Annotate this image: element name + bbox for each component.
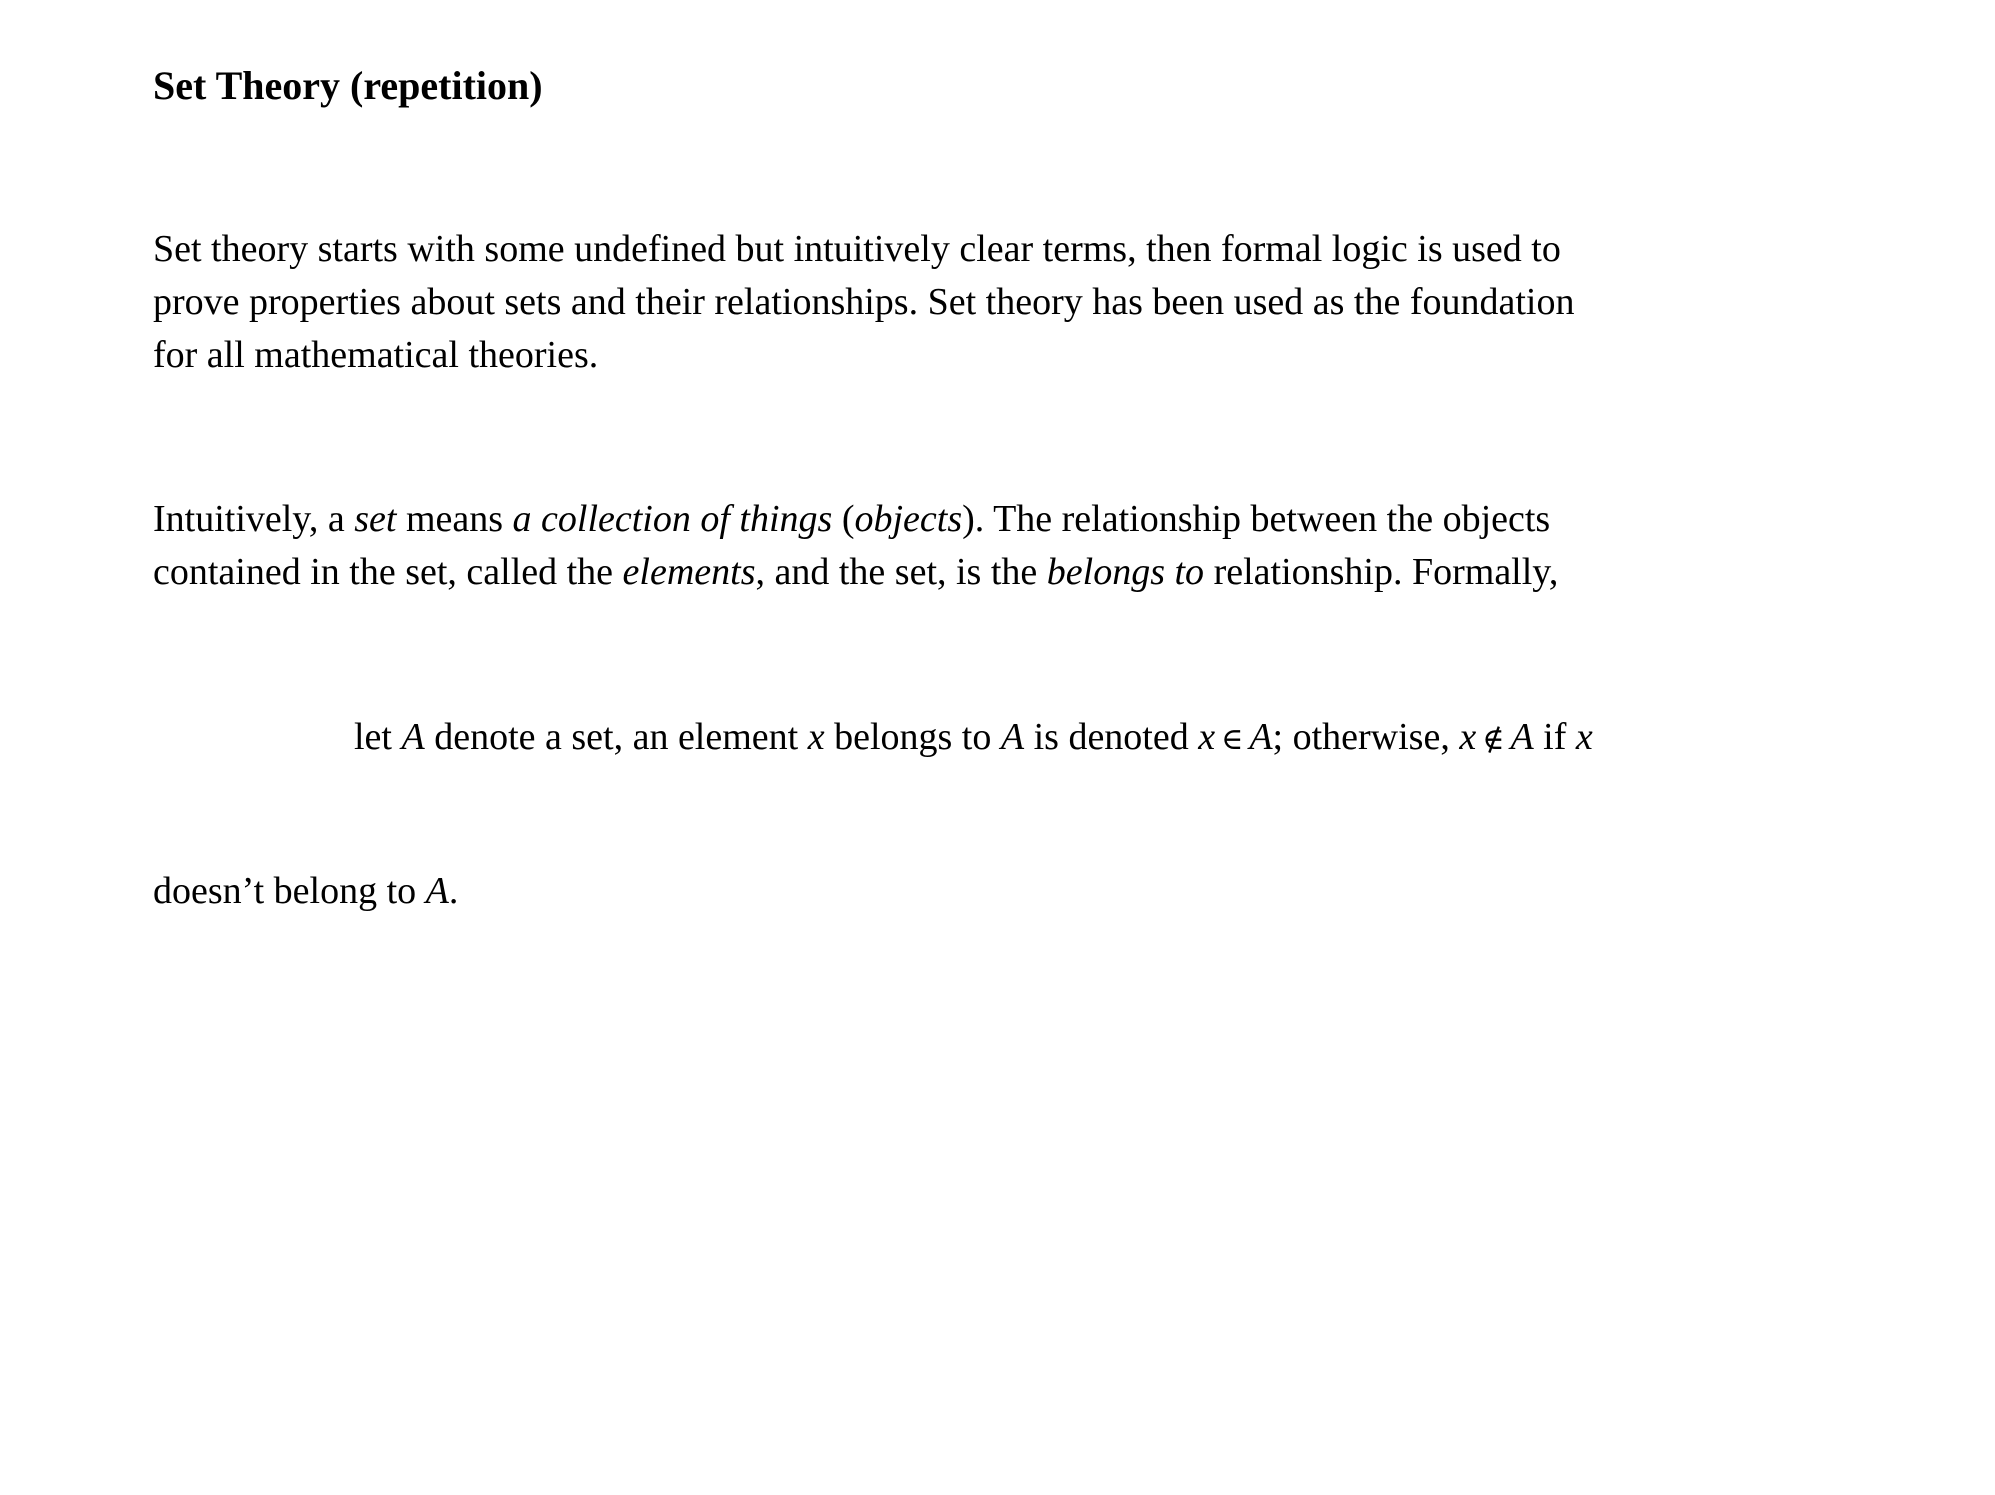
text: means [396, 498, 513, 540]
variable-A: A [425, 870, 449, 912]
emphasis-belongs-to: belongs to [1046, 551, 1205, 593]
text: let [354, 716, 402, 758]
emphasis-objects: objects [854, 498, 963, 540]
variable-A: A [1510, 716, 1534, 758]
paragraph-2-line-2 [153, 553, 1558, 591]
text: ( [832, 498, 855, 540]
text: contained in the set, called the [153, 551, 623, 593]
emphasis-elements: elements [622, 551, 756, 593]
paragraph-1-line-1: Set theory starts with some undefined but intuitively clear terms, then formal logic is used to [153, 228, 1561, 270]
text: . [448, 870, 459, 912]
element-of-symbol-icon: ∈ [1221, 723, 1244, 756]
not-element-of-symbol-icon: ∉ [1482, 723, 1505, 756]
variable-A: A [401, 716, 425, 758]
variable-x: x [1575, 716, 1593, 758]
text: belongs to [824, 716, 1001, 758]
text: is denoted [1024, 716, 1199, 758]
text: ). The relationship between the objects [962, 498, 1551, 540]
variable-A: A [1000, 716, 1025, 758]
formula-line [354, 718, 1593, 756]
text: Intuitively, a [153, 498, 355, 540]
paragraph-2-line-1 [153, 500, 1550, 538]
text: if [1533, 716, 1576, 758]
emphasis-set: set [354, 498, 397, 540]
emphasis-collection: a collection of things [512, 498, 833, 540]
closing-line [153, 872, 458, 910]
variable-x: x [1198, 716, 1216, 758]
paragraph-1-line-3: for all mathematical theories. [153, 334, 599, 376]
variable-A: A [1249, 716, 1273, 758]
text: denote a set, an element [424, 716, 808, 758]
variable-x: x [807, 716, 825, 758]
text: ; otherwise, [1272, 716, 1460, 758]
text: relationship. Formally, [1204, 551, 1559, 593]
text: , and the set, is the [755, 551, 1047, 593]
page-title: Set Theory (repetition) [153, 63, 543, 108]
text: doesn’t belong to [153, 870, 426, 912]
variable-x: x [1459, 716, 1477, 758]
paragraph-1-line-2: prove properties about sets and their relationships. Set theory has been used as the foundation [153, 281, 1575, 323]
